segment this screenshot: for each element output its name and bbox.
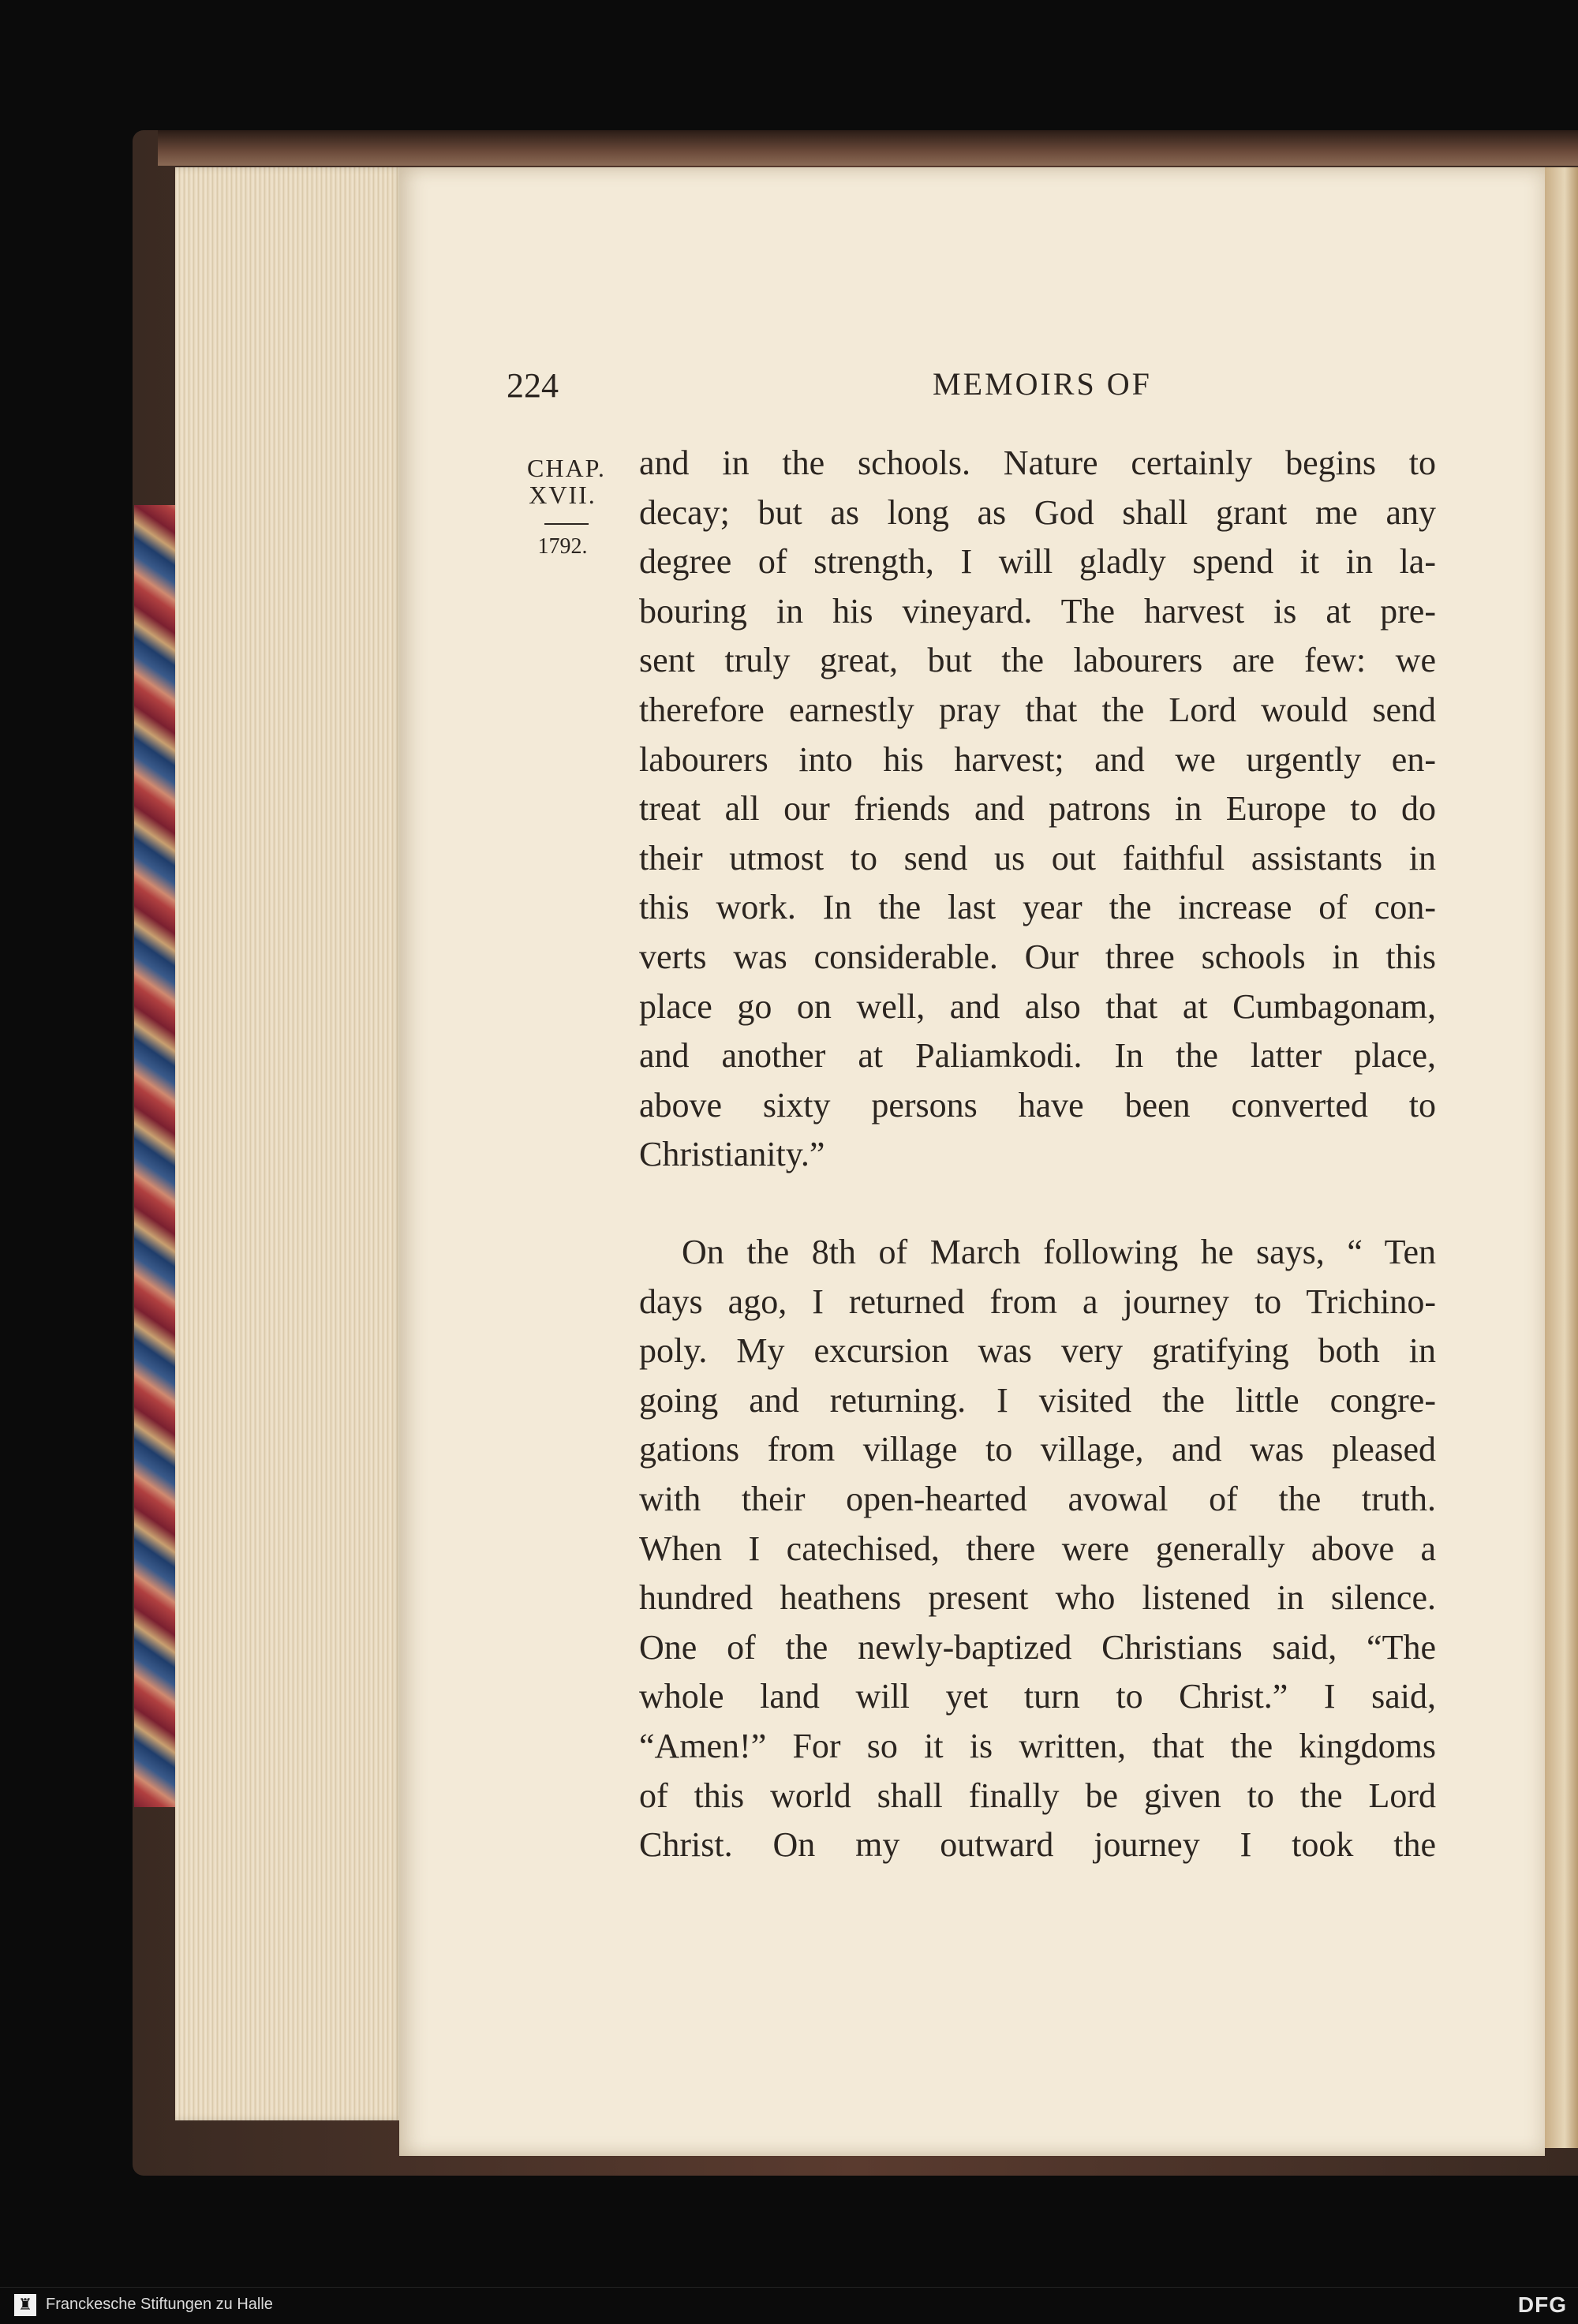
book-cover-top-edge: [158, 130, 1578, 166]
text-line: One of the newly-baptized Christians said, “The: [639, 1627, 1436, 1667]
facing-page-edge: [1545, 167, 1578, 2148]
text-line: When I catechised, there were generally above a: [639, 1529, 1436, 1568]
page-block-edges: [175, 167, 404, 2120]
institution-logo-icon: ♜: [14, 2294, 36, 2316]
running-head: MEMOIRS OF: [933, 366, 1152, 402]
margin-chapter-label: CHAP.: [527, 454, 606, 482]
text-line: “Amen!” For so it is written, that the kingdoms: [639, 1726, 1436, 1765]
paragraph-2: [639, 1228, 1436, 1870]
margin-year: 1792.: [537, 534, 588, 559]
margin-rule: [544, 523, 589, 525]
text-line: and another at Paliamkodi. In the latter place,: [639, 1036, 1436, 1076]
text-line: sent truly great, but the labourers are few: we: [639, 641, 1436, 680]
paragraph-1: [639, 439, 1436, 1180]
text-line: treat all our friends and patrons in Europe to do: [639, 789, 1436, 829]
text-line: above sixty persons have been converted to: [639, 1085, 1436, 1125]
text-line: whole land will yet turn to Christ.” I said,: [639, 1677, 1436, 1716]
text-line: verts was considerable. Our three schools in this: [639, 937, 1436, 976]
page-number: 224: [507, 366, 559, 405]
institution-name: Franckesche Stiftungen zu Halle: [46, 2296, 273, 2313]
text-line: of this world shall finally be given to the Lord: [639, 1776, 1436, 1815]
text-line: and in the schools. Nature certainly begins to: [639, 443, 1436, 482]
dfg-badge: DFG: [1517, 2292, 1567, 2317]
text-line: bouring in his vineyard. The harvest is at pre-: [639, 591, 1436, 631]
text-line: poly. My excursion was very gratifying both in: [639, 1331, 1436, 1371]
viewer-footer: [0, 2287, 1578, 2324]
text-line: Christ. On my outward journey I took the: [639, 1825, 1436, 1865]
text-line: Christianity.”: [639, 1135, 825, 1174]
text-line: this work. In the last year the increase of con-: [639, 888, 1436, 927]
text-line: On the 8th of March following he says, “ Ten: [682, 1233, 1436, 1271]
text-line: place go on well, and also that at Cumbagonam,: [639, 986, 1436, 1026]
text-line: hundred heathens present who listened in silence.: [639, 1578, 1436, 1618]
text-line: their utmost to send us out faithful assistants in: [639, 838, 1436, 878]
text-line: with their open-hearted avowal of the truth.: [639, 1479, 1436, 1518]
marbled-edge: [134, 505, 178, 1807]
text-line: decay; but as long as God shall grant me any: [639, 492, 1436, 532]
text-line: degree of strength, I will gladly spend it in la-: [639, 542, 1436, 582]
text-line: days ago, I returned from a journey to Trichino-: [639, 1282, 1436, 1321]
text-line: labourers into his harvest; and we urgently en-: [639, 739, 1436, 779]
text-line: gations from village to village, and was pleased: [639, 1430, 1436, 1469]
text-line: going and returning. I visited the little congre-: [639, 1380, 1436, 1420]
text-line: therefore earnestly pray that the Lord would send: [639, 690, 1436, 729]
margin-chapter-number: XVII.: [529, 481, 596, 509]
